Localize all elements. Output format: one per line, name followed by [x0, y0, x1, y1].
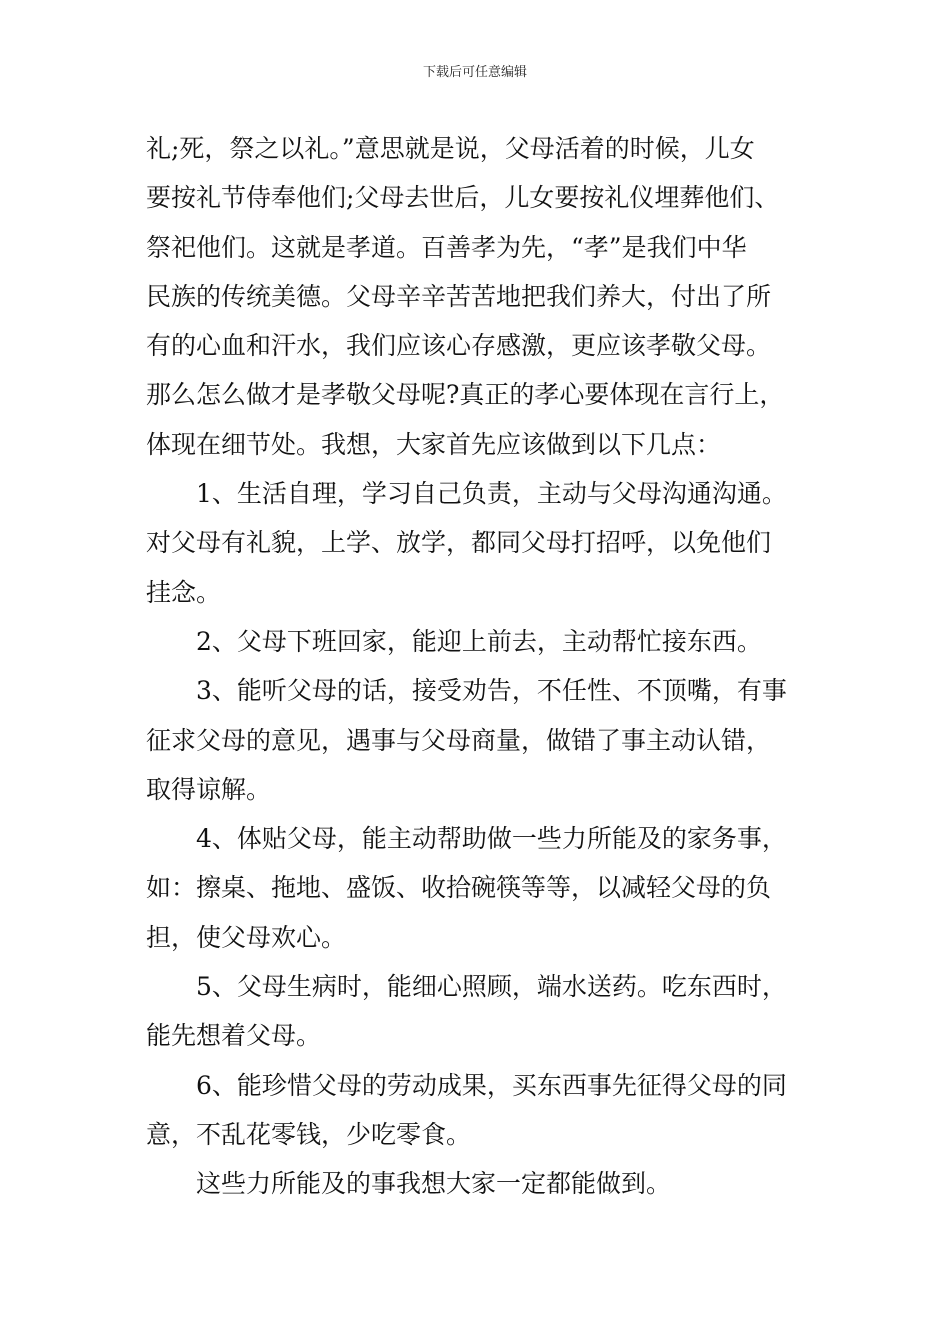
text-line: 能先想着父母。 [146, 1021, 322, 1051]
text-line: 民族的传统美德。父母辛辛苦苦地把我们养大，付出了所 [146, 281, 772, 311]
list-item-line: 1、生活自理，学习自己负责，主动与父母沟通沟通。 [196, 479, 787, 509]
text-line: 有的心血和汗水，我们应该心存感激，更应该孝敬父母。 [146, 331, 772, 361]
paragraph-line: 这些力所能及的事我想大家一定都能做到。 [196, 1169, 672, 1199]
list-item-line: 3、能听父母的话，接受劝告，不任性、不顶嘴，有事 [196, 676, 787, 706]
text-line: 取得谅解。 [146, 774, 272, 804]
text-line: 对父母有礼貌，上学、放学，都同父母打招呼，以免他们 [146, 528, 772, 558]
text-line: 意，不乱花零钱，少吃零食。 [146, 1119, 472, 1149]
text-line: 担，使父母欢心。 [146, 922, 347, 952]
list-item-line: 2、父母下班回家，能迎上前去，主动帮忙接东西。 [196, 626, 762, 656]
text-line: 如：擦桌、拖地、盛饭、收拾碗筷等等，以减轻父母的负 [146, 873, 772, 903]
text-line: 祭祀他们。这就是孝道。百善孝为先，“孝”是我们中华 [146, 232, 747, 262]
text-line: 要按礼节侍奉他们;父母去世后，儿女要按礼仪埋葬他们、 [146, 183, 780, 213]
text-line: 礼;死，祭之以礼。”意思就是说，父母活着的时候，儿女 [146, 134, 755, 163]
list-item-line: 5、父母生病时，能细心照顾，端水送药。吃东西时， [196, 972, 787, 1002]
list-item-line: 4、体贴父母，能主动帮助做一些力所能及的家务事， [196, 824, 787, 854]
page-header: 下载后可任意编辑 [422, 65, 527, 80]
list-item-line: 6、能珍惜父母的劳动成果，买东西事先征得父母的同 [196, 1070, 787, 1100]
text-line: 体现在细节处。我想，大家首先应该做到以下几点： [146, 429, 722, 459]
text-line: 那么怎么做才是孝敬父母呢?真正的孝心要体现在言行上， [146, 380, 785, 410]
text-line: 征求父母的意见，遇事与父母商量，做错了事主动认错， [146, 725, 772, 755]
document-body [146, 124, 810, 1209]
text-line: 挂念。 [146, 577, 222, 607]
